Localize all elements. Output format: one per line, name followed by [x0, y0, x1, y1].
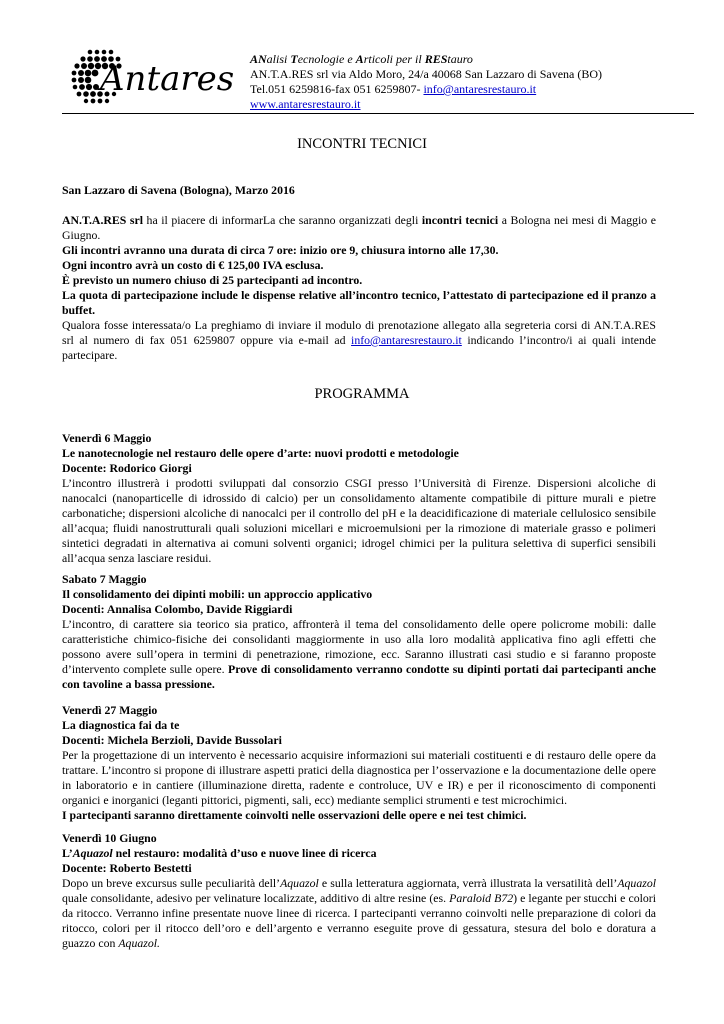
cost-line: Ogni incontro avrà un costo di € 125,00 IVA esclusa.: [62, 258, 324, 272]
event-teacher: Docenti: Annalisa Colombo, Davide Riggiardi: [62, 602, 293, 616]
event-description: Dopo un breve excursus sulle peculiarità dell’Aquazol e sulla letteratura aggiornata, verrà illustrata la versatilità dell’Aquazol quale consolidante, adesivo per velinature localizzate, additivo di altre resine (es. Paraloid B72) e legante per stucchi e colori da ritocco. Verranno infine presentate nuove linee di ricerca. I partecipanti verranno coinvolti nelle preparazione di colori da ritocco, colori per il ritocco dell’oro e dell’argento e verranno eseguite prove di gessatura, stesura del bolo e doratura a guazzo con Aquazol.: [62, 876, 656, 950]
event-note: I partecipanti saranno direttamente coinvolti nelle osservazioni delle opere e nei test chimici.: [62, 808, 527, 822]
signup-paragraph: Qualora fosse interessata/o La preghiamo di inviare il modulo di prenotazione allegato alla segreteria corsi di AN.T.A.RES srl al numero di fax 051 6259807 oppure via e-mail ad info@antaresrestauro.it indicando l’incontro/i ai quali intende partecipare.: [62, 318, 656, 362]
event-description: Per la progettazione di un intervento è necessario acquisire informazioni sui materiali costituenti e di restauro delle opere da trattare. L’incontro si propone di illustrare aspetti pratici della diagnostica per l’osservazione e la documentazione delle opere in laboratorio e in cantiere (illuminazione diretta, radente e controluce, UV e IR) e per il riconoscimento di componenti organici e inorganici (leganti pittorici, pigmenti, sali, ecc) mediante semplici strumenti e test microchimici.: [62, 748, 656, 807]
event-topic: Il consolidamento dei dipinti mobili: un approccio applicativo: [62, 587, 373, 601]
document-title: INCONTRI TECNICI: [297, 136, 427, 152]
event-block: [62, 831, 656, 951]
event-block: [62, 431, 656, 566]
intro-paragraph: AN.T.A.RES srl ha il piacere di informarLa che saranno organizzati degli incontri tecnici a Bologna nei mesi di Maggio e Giugno.: [62, 213, 656, 242]
company-contacts: Tel.051 6259816-fax 051 6259807- info@antaresrestauro.it: [250, 82, 537, 96]
capacity-line: È previsto un numero chiuso di 25 partecipanti ad incontro.: [62, 273, 363, 287]
event-block: [62, 572, 656, 692]
event-description: L’incontro illustrerà i prodotti sviluppati dal consorzio CSGI presso l’Università di Firenze. Dispersioni alcoliche di nanocalci (nanoparticelle di idrossido di calcio) per un consolidamento altamente compatibile di pitture murali e pietre carbonatiche; dispersioni alcoliche di nanocalci per il controllo del pH e la deacidificazione di materiale cellulosico sensibile all’acqua; fluidi nanostrutturali quali soluzioni micellari e microemulsioni per la rimozione di materiale grasso e polimeri sintetici degradati in alternativa ai comuni solventi organici; idrogel chimici per la pulitura selettiva di superfici sensibili all’acqua senza lasciare residui.: [62, 476, 656, 565]
event-date: Venerdì 10 Giugno: [62, 831, 157, 845]
event-teacher: Docente: Rodorico Giorgi: [62, 461, 192, 475]
event-block: [62, 703, 656, 823]
event-topic: Le nanotecnologie nel restauro delle opere d’arte: nuovi prodotti e metodologie: [62, 446, 459, 460]
logo-wordmark: Antares: [100, 59, 235, 99]
event-date: Venerdì 6 Maggio: [62, 431, 152, 445]
event-date: Venerdì 27 Maggio: [62, 703, 158, 717]
fee-includes-line: La quota di partecipazione include le dispense relative all’incontro tecnico, l’attestato di partecipazione ed il pranzo a buffet.: [62, 288, 656, 317]
event-teacher: Docente: Roberto Bestetti: [62, 861, 192, 875]
event-topic: L’Aquazol nel restauro: modalità d’uso e nuove linee di ricerca: [62, 846, 377, 860]
website-link[interactable]: www.antaresrestauro.it: [250, 97, 361, 111]
event-description: L’incontro, di carattere sia teorico sia pratico, affronterà il tema del consolidamento delle opere policrome mobili: dalle caratteristiche chimico-fisiche dei consolidanti maggiormente in uso alla loro modalità applicativa fino agli effetti che possono avere sull’opera in termini di penetrazione, rimozione, ecc. Saranno illustrati casi studio e si faranno proposte d’intervento complete sulle opere. Prove di consolidamento verranno condotte su dipinti portati dai partecipanti anche con tavoline a bassa pressione.: [62, 617, 656, 691]
company-tagline: ANalisi Tecnologie e Articoli per il REStauro: [250, 52, 473, 66]
intro-section: [62, 183, 656, 363]
event-teacher: Docenti: Michela Berzioli, Davide Bussolari: [62, 733, 282, 747]
duration-line: Gli incontri avranno una durata di circa 7 ore: inizio ore 9, chiusura intorno alle 17,30.: [62, 243, 499, 257]
event-topic: La diagnostica fai da te: [62, 718, 180, 732]
program-title: PROGRAMMA: [314, 386, 410, 402]
company-header: [250, 52, 602, 112]
header-divider: [62, 113, 694, 114]
company-address: AN.T.A.RES srl via Aldo Moro, 24/a 40068 San Lazzaro di Savena (BO): [250, 67, 603, 81]
signup-email-link[interactable]: info@antaresrestauro.it: [351, 333, 462, 347]
header-email-link[interactable]: info@antaresrestauro.it: [423, 82, 537, 96]
date-line: San Lazzaro di Savena (Bologna), Marzo 2016: [62, 183, 295, 197]
antares-logo: [70, 46, 235, 108]
event-date: Sabato 7 Maggio: [62, 572, 147, 586]
